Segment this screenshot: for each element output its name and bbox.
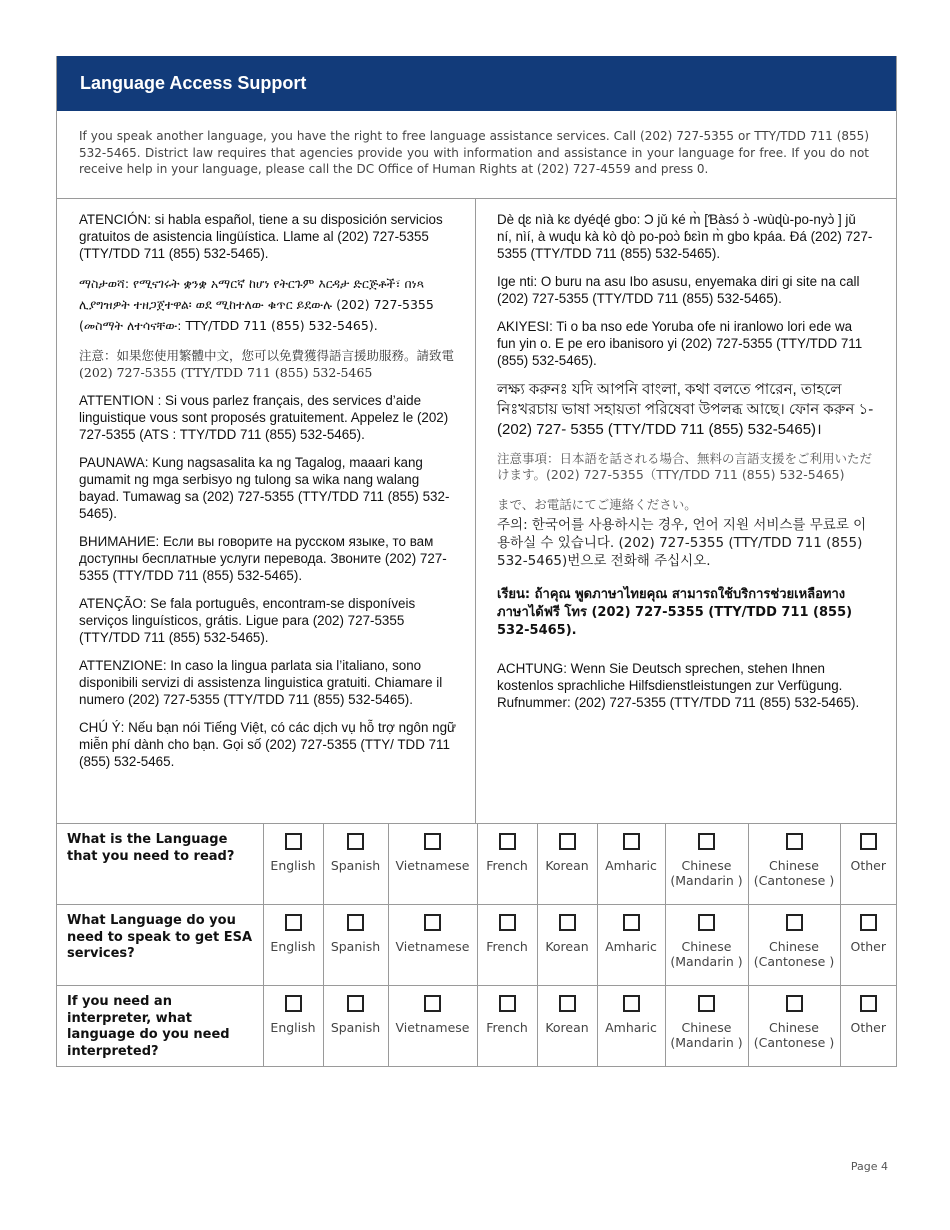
- intro-paragraph: If you speak another language, you have the right to free language assistance services. Call (202) 727-5355 or TTY/TDD 711 (855) 532-5465. District law requires that agencies provide you with information and assistance in your language for free. If you do not receive help in your language, please call the DC Office of Human Rights at (202) 727-4559 and press 0.: [57, 111, 896, 199]
- language-option-label: English: [270, 858, 316, 873]
- option-cell: [597, 824, 665, 905]
- language-checkbox[interactable]: [559, 914, 576, 931]
- language-option-label: Amharic: [605, 939, 657, 954]
- language-checkbox[interactable]: [786, 833, 803, 850]
- language-option: [324, 986, 388, 1036]
- notice-russian: ВНИМАНИЕ: Если вы говорите на русском языке, то вам доступны бесплатные услуги перевода. Звоните (202) 727-5355 (TTY/TDD 711 (855) 532-5465).: [79, 534, 447, 583]
- notice-german: ACHTUNG: Wenn Sie Deutsch sprechen, stehen Ihnen kostenlos sprachliche Hilfsdienstleistungen zur Verfügung. Rufnummer: (202) 727-5355 (TTY/TDD 711 (855) 532-5465).: [497, 661, 860, 710]
- language-option-label: Other: [850, 939, 886, 954]
- option-cell: [323, 824, 388, 905]
- language-survey-table: [57, 824, 896, 1066]
- notice-thai: เรียน: ถ้าคุณ พูดภาษาไทยคุณ สามารถใช้บริการช่วยเหลือทางภาษาได้ฟรี โทร (202) 727-5355 (TTY/TDD 711 (855) 532-5465).: [497, 587, 853, 638]
- banner-title: Language Access Support: [80, 73, 307, 93]
- language-checkbox[interactable]: [499, 833, 516, 850]
- option-cell: [323, 905, 388, 986]
- language-checkbox[interactable]: [698, 914, 715, 931]
- language-option: [478, 905, 537, 955]
- language-checkbox[interactable]: [285, 833, 302, 850]
- language-checkbox[interactable]: [424, 914, 441, 931]
- notice-french: ATTENTION : Si vous parlez français, des services d’aide linguistique vous sont proposés gratuitement. Appelez le (202) 727-5355 (ATS : TTY/TDD 711 (855) 532-5465).: [79, 393, 449, 442]
- language-checkbox[interactable]: [559, 833, 576, 850]
- language-option-label: Vietnamese: [395, 858, 470, 873]
- notice-amharic: ማስታወሻ: የሚናገሩት ቋንቋ አማርኛ ከሆነ የትርጉም እርዳታ ድርጅቶች፣ በነጻ ሊያግዝዎት ተዘጋጀተዋል፡ ወደ ሚከተለው ቁጥር ይደውሉ (202) 727-5355 (መስማት ለተሳናቸው: TTY/TDD 711 (855) 532-5465).: [79, 276, 434, 333]
- language-option-label: Other: [850, 858, 886, 873]
- notice-igbo: Ige nti: O buru na asu Ibo asusu, enyemaka diri gi site na call (202) 727-5355 (TTY/TDD 711 (855) 532-5465).: [497, 274, 860, 306]
- language-option: [538, 824, 597, 874]
- option-cell: [665, 986, 748, 1067]
- language-option: [324, 905, 388, 955]
- survey-body: [57, 824, 896, 1066]
- language-option: [264, 905, 323, 955]
- option-cell: [840, 986, 896, 1067]
- language-option-label: Spanish: [330, 939, 381, 954]
- language-option-label: Chinese (Cantonese ): [753, 858, 835, 888]
- notice-chinese: 注意：如果您使用繁體中文，您可以免費獲得語言援助服務。請致電(202) 727-5355 (TTY/TDD 711 (855) 532-5465: [79, 348, 455, 380]
- language-option: [841, 905, 897, 955]
- language-option-label: Vietnamese: [395, 939, 470, 954]
- language-option: [538, 986, 597, 1036]
- language-option-label: Chinese (Cantonese ): [753, 1020, 835, 1050]
- language-option: [749, 824, 840, 888]
- language-option-label: Chinese (Cantonese ): [753, 939, 835, 969]
- option-cell: [665, 824, 748, 905]
- option-cell: [477, 905, 537, 986]
- language-checkbox[interactable]: [347, 914, 364, 931]
- notice-italian: ATTENZIONE: In caso la lingua parlata sia l’italiano, sono disponibili servizi di assistenza linguistica gratuiti. Chiamare il numero (202) 727-5355 (TTY/TDD 711 (855) 532-5465).: [79, 658, 443, 707]
- language-option: [841, 824, 897, 874]
- notice-japanese: 注意事項：日本語を話される場合、無料の言語支援をご利用いただけます。(202) 727-5355（TTY/TDD 711 (855) 532-5465): [497, 451, 873, 482]
- notice-yoruba: AKIYESI: Ti o ba nso ede Yoruba ofe ni iranlowo lori ede wa fun yin o. E pe ero ibanisoro yi (202) 727-5355 (TTY/TDD 711 (855) 532-5465).: [497, 319, 863, 368]
- option-cell: [477, 986, 537, 1067]
- language-checkbox[interactable]: [698, 833, 715, 850]
- language-option-label: Korean: [545, 858, 589, 873]
- question-cell: [57, 824, 263, 905]
- option-cell: [840, 905, 896, 986]
- language-option-label: Spanish: [330, 1020, 381, 1035]
- option-cell: [388, 905, 477, 986]
- language-option-label: Chinese (Mandarin ): [670, 858, 743, 888]
- option-cell: [748, 824, 840, 905]
- notice-bengali: লক্ষ্য করুনঃ যদি আপনি বাংলা, কথা বলতে পারেন, তাহলে নিঃখরচায় ভাষা সহায়তা পরিষেবা উপলব্ধ আছে। ফোন করুন ১-(202) 727- 5355 (TTY/TDD 711 (855) 532-5465)।: [497, 381, 874, 438]
- language-option: [478, 986, 537, 1036]
- language-option: [538, 905, 597, 955]
- language-option-label: Chinese (Mandarin ): [670, 939, 743, 969]
- language-access-document: [56, 56, 897, 1067]
- notices-right-column: [476, 199, 896, 823]
- language-option: [264, 824, 323, 874]
- language-option-label: French: [486, 858, 528, 873]
- language-checkbox[interactable]: [860, 833, 877, 850]
- language-checkbox[interactable]: [499, 995, 516, 1012]
- language-option: [841, 986, 897, 1036]
- language-option-label: French: [486, 1020, 528, 1035]
- language-checkbox[interactable]: [786, 914, 803, 931]
- language-option: [324, 824, 388, 874]
- option-cell: [537, 905, 597, 986]
- question-text: If you need an interpreter, what language do you need interpreted?: [67, 994, 230, 1059]
- language-option: [389, 824, 477, 874]
- language-option: [598, 824, 665, 874]
- language-checkbox[interactable]: [347, 833, 364, 850]
- language-option: [264, 986, 323, 1036]
- language-checkbox[interactable]: [860, 995, 877, 1012]
- survey-row: [57, 905, 896, 986]
- option-cell: [597, 986, 665, 1067]
- notice-japanese-cont: まで、お電話にてご連絡ください。: [497, 497, 697, 512]
- language-option-label: Korean: [545, 939, 589, 954]
- language-checkbox[interactable]: [285, 995, 302, 1012]
- language-checkbox[interactable]: [623, 914, 640, 931]
- language-option: [666, 824, 748, 888]
- notice-vietnamese: CHÚ Ý: Nếu bạn nói Tiếng Việt, có các dịch vụ hỗ trợ ngôn ngữ miễn phí dành cho bạn. Gọi số (202) 727-5355 (TTY/ TDD 711 (855) 532-5465.: [79, 720, 457, 769]
- option-cell: [537, 824, 597, 905]
- language-option-label: Vietnamese: [395, 1020, 470, 1035]
- language-option: [749, 905, 840, 969]
- notices-left-column: [57, 199, 476, 823]
- header-banner: [57, 56, 896, 111]
- language-option: [598, 905, 665, 955]
- language-option: [598, 986, 665, 1036]
- language-option-label: Korean: [545, 1020, 589, 1035]
- page-number: Page 4: [850, 1160, 888, 1173]
- language-checkbox[interactable]: [860, 914, 877, 931]
- language-checkbox[interactable]: [623, 833, 640, 850]
- language-option-label: French: [486, 939, 528, 954]
- language-checkbox[interactable]: [285, 914, 302, 931]
- language-checkbox[interactable]: [424, 833, 441, 850]
- notice-spanish: ATENCIÓN: si habla español, tiene a su disposición servicios gratuitos de asistencia lingüística. Llame al (202) 727-5355 (TTY/TDD 711 (855) 532-5465).: [79, 212, 443, 261]
- language-option-label: Spanish: [330, 858, 381, 873]
- language-option-label: Other: [850, 1020, 886, 1035]
- option-cell: [263, 824, 323, 905]
- option-cell: [263, 905, 323, 986]
- notice-tagalog: PAUNAWA: Kung nagsasalita ka ng Tagalog, maaari kang gumamit ng mga serbisyo ng tulong sa wika nang walang bayad. Tumawag sa (202) 727-5355 (TTY/TDD 711 (855) 532-5465).: [79, 455, 450, 521]
- question-cell: [57, 986, 263, 1067]
- language-option: [666, 986, 748, 1050]
- language-checkbox[interactable]: [623, 995, 640, 1012]
- language-option: [478, 824, 537, 874]
- notice-korean: 주의: 한국어를 사용하시는 경우, 언어 지원 서비스를 무료로 이용하실 수 있습니다. (202) 727-5355 (TTY/TDD 711 (855) 532-5465)번으로 전화해 주십시오.: [497, 517, 867, 569]
- question-text: What Language do you need to speak to get ESA services?: [67, 913, 253, 961]
- language-option: [749, 986, 840, 1050]
- language-checkbox[interactable]: [698, 995, 715, 1012]
- option-cell: [537, 986, 597, 1067]
- option-cell: [477, 824, 537, 905]
- survey-row: [57, 986, 896, 1067]
- question-cell: [57, 905, 263, 986]
- language-option-label: Amharic: [605, 858, 657, 873]
- language-checkbox[interactable]: [347, 995, 364, 1012]
- option-cell: [748, 905, 840, 986]
- survey-row: [57, 824, 896, 905]
- option-cell: [748, 986, 840, 1067]
- option-cell: [323, 986, 388, 1067]
- language-checkbox[interactable]: [424, 995, 441, 1012]
- language-checkbox[interactable]: [499, 914, 516, 931]
- language-notices: [57, 199, 896, 824]
- option-cell: [388, 986, 477, 1067]
- notice-bassa: Dè ɖɛ nìà kɛ dyéɖé gbo: Ɔ jǔ ké m̀ [Ɓàsɔ́ ɔ̀ -wùɖù-po-nyɔ̀ ] jǔ ní, nìí, à wuɖu kà kò ɖò po-poɔ̀ ɓɛìn m̀ gbo kpáa. Ɖá (202) 727-5355 (TTY/TDD 711 (855) 532-5465).: [497, 212, 873, 261]
- language-option-label: English: [270, 939, 316, 954]
- option-cell: [597, 905, 665, 986]
- option-cell: [263, 986, 323, 1067]
- language-option-label: English: [270, 1020, 316, 1035]
- language-option-label: Chinese (Mandarin ): [670, 1020, 743, 1050]
- language-option-label: Amharic: [605, 1020, 657, 1035]
- option-cell: [388, 824, 477, 905]
- language-option: [666, 905, 748, 969]
- notice-portuguese: ATENÇÃO: Se fala português, encontram-se disponíveis serviços linguísticos, grátis. Ligue para (202) 727-5355 (TTY/TDD 711 (855) 532-5465).: [79, 596, 416, 645]
- language-option: [389, 905, 477, 955]
- option-cell: [665, 905, 748, 986]
- option-cell: [840, 824, 896, 905]
- language-checkbox[interactable]: [559, 995, 576, 1012]
- language-option: [389, 986, 477, 1036]
- language-checkbox[interactable]: [786, 995, 803, 1012]
- question-text: What is the Language that you need to read?: [67, 832, 235, 864]
